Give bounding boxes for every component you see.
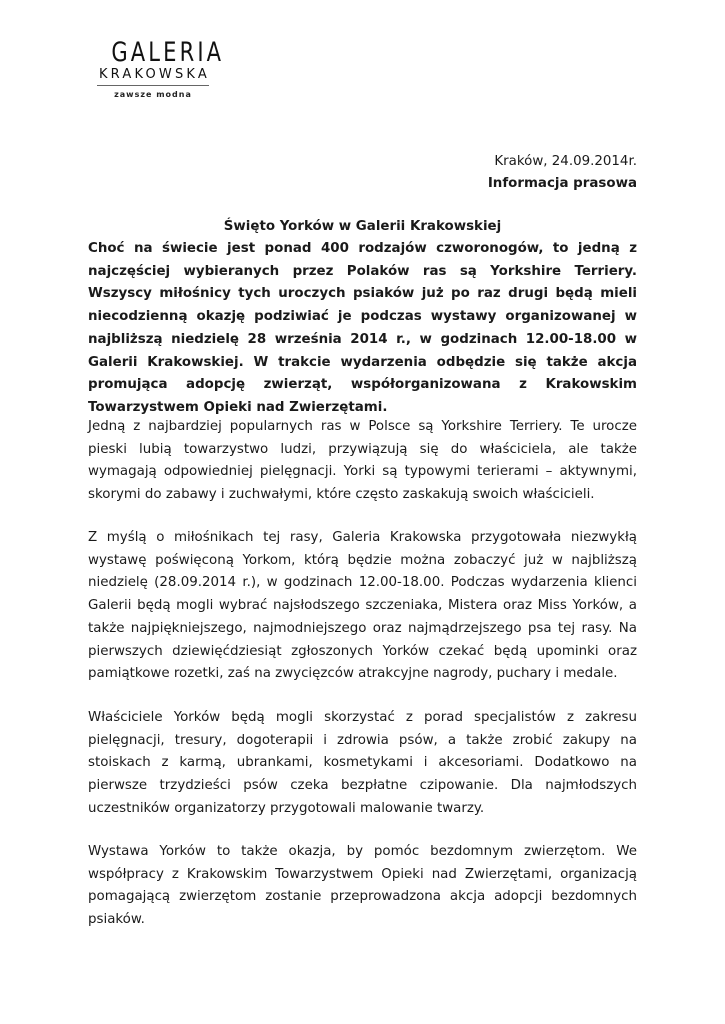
article-lead: Choć na świecie jest ponad 400 rodzajów czworonogów, to jedną z najczęściej wybieranych przez Polaków ras są Yorkshire Terriery. Wszyscy miłośnicy tych uroczych psiaków już po raz drugi będą mieli niecodzienną okazję podziwiać je podczas wystawy organizowanej w najbliższą niedzielę 28 września 2014 r., w godzinach 12.00-18.00 w Galerii Krakowskiej. W trakcie wydarzenia odbędzie się także akcja promująca adopcję zwierząt, współorganizowana z Krakowskim Towarzystwem Opieki nad Zwierzętami. xyxy=(88,241,637,415)
article-paragraph: Z myślą o miłośnikach tej rasy, Galeria Krakowska przygotowała niezwykłą wystawę poświęconą Yorkom, którą będzie można zobaczyć już w najbliższą niedzielę (28.09.2014 r.), w godzinach 12.00-18.00. Podczas wydarzenia klienci Galerii będą mogli wybrać najsłodszego szczeniaka, Mistera oraz Miss Yorków, a także najpiękniejszego, najmodniejszego oraz najmądrzejszego psa tej rasy. Na pierwszych dziewięćdziesiąt zgłoszonych Yorków czekać będą upominki oraz pamiątkowe rozetki, zaś na zwycięzców atrakcyjne nagrody, puchary i medale. xyxy=(88,530,637,682)
logo-wordmark-krakowska: KRAKOWSKA xyxy=(98,67,211,82)
press-release-label: Informacja prasowa xyxy=(487,176,637,191)
logo-divider xyxy=(97,85,209,86)
article-paragraph: Wystawa Yorków to także okazja, by pomóc bezdomnym zwierzętom. We współpracy z Krakowskim Towarzystwem Opieki nad Zwierzętami, organizacją pomagającą zwierzętom zostanie przeprowadzona akcja adopcji bezdomnych psiaków. xyxy=(88,844,637,928)
article-paragraph: Właściciele Yorków będą mogli skorzystać z porad specjalistów z zakresu pielęgnacji, tresury, dogoterapii i zdrowia psów, a także zrobić zakupy na stoiskach z karmą, ubrankami, kosmetykami i akcesoriami. Dodatkowo na pierwsze trzydzieści psów czeka bezpłatne czipowanie. Dla najmłodszych uczestników organizatorzy przygotowali malowanie twarzy. xyxy=(88,710,637,816)
dateline: Kraków, 24.09.2014r. xyxy=(494,154,637,169)
galeria-krakowska-logo xyxy=(95,37,225,100)
article-paragraph: Jedną z najbardziej popularnych ras w Polsce są Yorkshire Terriery. Te urocze pieski lubią towarzystwo ludzi, przywiązują się do właściciela, ale także wymagają odpowiedniej pielęgnacji. Yorki są typowymi terierami – aktywnymi, skorymi do zabawy i zuchwałymi, które często zaskakują swoich właścicieli. xyxy=(88,419,637,503)
article-title: Święto Yorków w Galerii Krakowskiej xyxy=(223,219,502,234)
logo-wordmark-galeria: GALERIA xyxy=(111,37,225,68)
logo-tagline: zawsze modna xyxy=(114,90,192,99)
